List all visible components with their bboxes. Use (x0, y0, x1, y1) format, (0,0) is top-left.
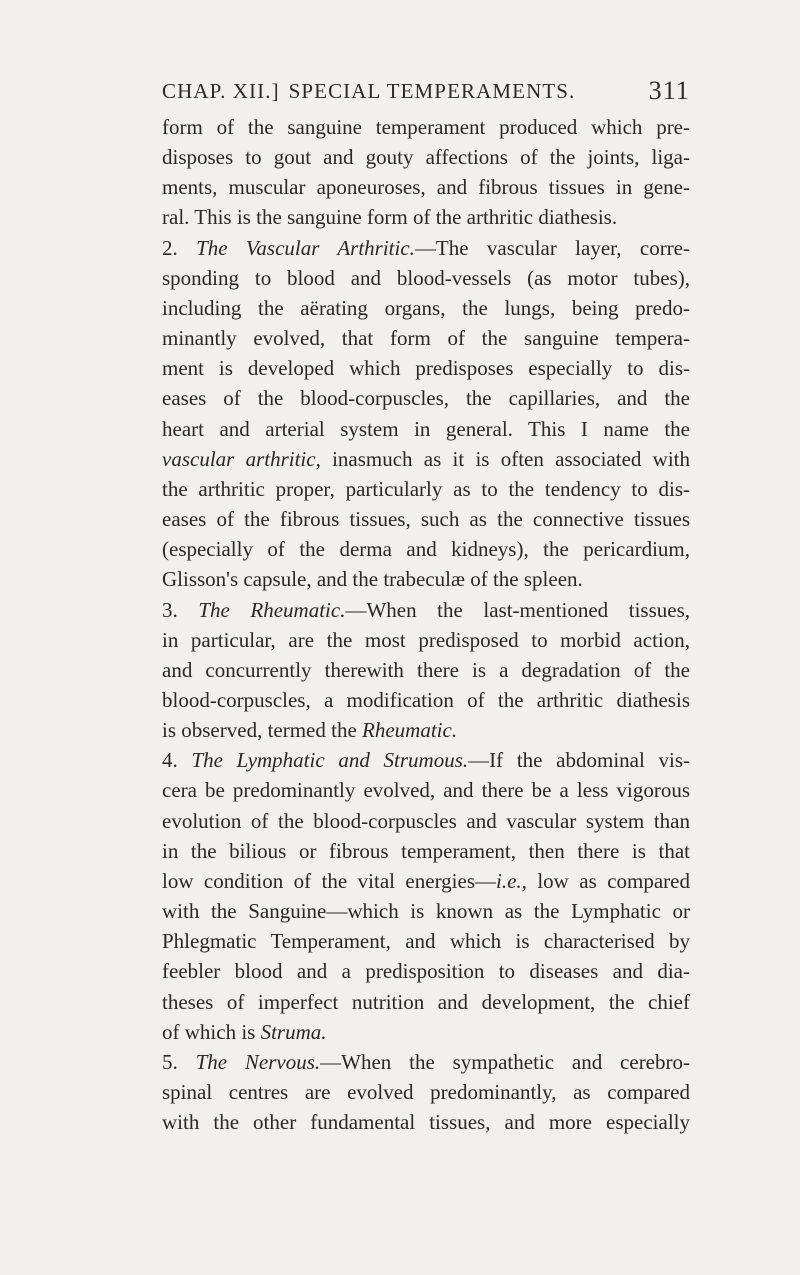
text-segment: theses of imperfect nutrition and development, the chief (162, 989, 690, 1014)
text-line (162, 172, 690, 202)
text-line (162, 595, 690, 625)
italic-text: Struma. (260, 1019, 327, 1044)
running-head (162, 76, 690, 109)
text-segment: in the bilious or fibrous temperament, then there is that (162, 838, 690, 863)
page-body (162, 112, 690, 1137)
italic-text: i.e., (496, 868, 527, 893)
text-segment: the arthritic proper, particularly as to the tendency to dis- (162, 476, 690, 501)
text-segment: —When the last-mentioned tissues, (345, 597, 691, 622)
text-segment: cera be predominantly evolved, and there be a less vigorous (162, 778, 690, 803)
text-segment: with the other fundamental tissues, and more especially (162, 1110, 690, 1135)
text-segment: eases of the blood-corpuscles, the capillaries, and the (162, 386, 690, 411)
text-line (162, 956, 690, 986)
text-segment: blood-corpuscles, a modification of the arthritic diathesis (162, 687, 690, 712)
text-line (162, 263, 690, 293)
text-segment: 2. (162, 235, 197, 260)
text-segment: ments, muscular aponeuroses, and fibrous tissues in gene- (162, 175, 690, 200)
text-line (162, 896, 690, 926)
text-segment: with the Sanguine—which is known as the Lymphatic or (162, 899, 690, 924)
text-line (162, 775, 690, 805)
italic-text: The Nervous. (195, 1049, 321, 1074)
text-line (162, 414, 690, 444)
italic-text: The Vascular Arthritic. (196, 235, 415, 260)
text-segment: 3. (162, 597, 199, 622)
text-line (162, 655, 690, 685)
italic-text: Rheumatic. (362, 718, 458, 743)
running-title: SPECIAL TEMPERAMENTS. (288, 79, 576, 103)
text-line (162, 1077, 690, 1107)
text-segment: including the aërating organs, the lungs, being predo- (162, 295, 690, 320)
text-segment: Glisson's capsule, and the trabeculæ of the spleen. (162, 567, 583, 592)
text-segment: inasmuch as it is often associated with (320, 446, 690, 471)
text-segment: sponding to blood and blood-vessels (as motor tubes), (162, 265, 690, 290)
text-segment: —The vascular layer, corre- (414, 235, 690, 260)
text-line (162, 836, 690, 866)
text-segment: minantly evolved, that form of the sanguine tempera- (162, 326, 690, 351)
text-line (162, 1047, 690, 1077)
italic-text: The Lymphatic and Strumous. (191, 748, 469, 773)
text-line (162, 564, 690, 594)
text-line (162, 383, 690, 413)
text-line (162, 142, 690, 172)
text-line (162, 926, 690, 956)
text-line (162, 715, 690, 745)
text-line (162, 866, 690, 896)
text-line (162, 444, 690, 474)
text-segment: Phlegmatic Temperament, and which is characterised by (162, 929, 690, 954)
text-segment: eases of the fibrous tissues, such as the connective tissues (162, 507, 690, 532)
text-line (162, 353, 690, 383)
text-line (162, 534, 690, 564)
text-line (162, 987, 690, 1017)
text-segment: of which is (162, 1019, 261, 1044)
text-line (162, 504, 690, 534)
text-segment: and concurrently therewith there is a degradation of the (162, 657, 690, 682)
text-line (162, 293, 690, 323)
text-segment: low as compared (526, 868, 690, 893)
text-line (162, 112, 690, 142)
text-segment: in particular, are the most predisposed to morbid action, (162, 627, 690, 652)
text-segment: 5. (162, 1049, 196, 1074)
text-line (162, 806, 690, 836)
text-line (162, 323, 690, 353)
text-segment: form of the sanguine temperament produced which pre- (162, 115, 690, 139)
text-line (162, 625, 690, 655)
text-segment: feebler blood and a predisposition to diseases and dia- (162, 959, 690, 984)
text-segment: (especially of the derma and kidneys), the pericardium, (162, 537, 690, 562)
text-line (162, 745, 690, 775)
italic-text: The Rheumatic. (198, 597, 346, 622)
page-number: 311 (648, 76, 690, 105)
italic-text: vascular arthritic, (162, 446, 321, 471)
text-line (162, 474, 690, 504)
text-segment: spinal centres are evolved predominantly, as compared (162, 1080, 690, 1104)
text-segment: is observed, termed the (162, 718, 363, 743)
text-line (162, 1107, 690, 1137)
chapter-label: CHAP. XII.] (162, 79, 280, 103)
text-segment: —If the abdominal vis- (468, 748, 691, 773)
text-line (162, 1017, 690, 1047)
text-line (162, 685, 690, 715)
text-segment: 4. (162, 748, 192, 773)
text-segment: —When the sympathetic and cerebro- (320, 1049, 690, 1074)
text-line (162, 233, 690, 263)
text-segment: heart and arterial system in general. This I name the (162, 416, 690, 441)
text-segment: ment is developed which predisposes especially to dis- (162, 356, 690, 381)
text-segment: disposes to gout and gouty affections of the joints, liga- (162, 145, 690, 170)
text-segment: low condition of the vital energies— (162, 868, 497, 893)
text-line (162, 202, 690, 232)
text-segment: ral. This is the sanguine form of the arthritic diathesis. (162, 205, 618, 230)
text-segment: evolution of the blood-corpuscles and vascular system than (162, 808, 690, 833)
